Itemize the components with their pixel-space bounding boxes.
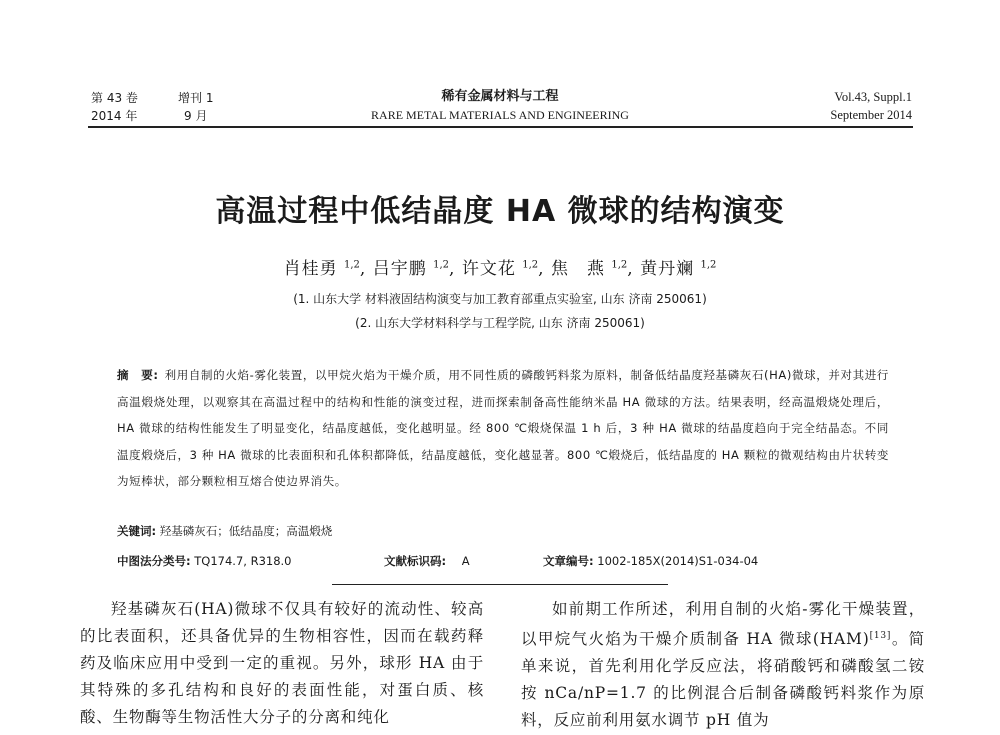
keywords-label: 关键词:: [117, 524, 157, 538]
body-paragraph: 羟基磷灰石(HA)微球不仅具有较好的流动性、较高的比表面积，还具备优异的生物相容性，因而在载药释药及临床应用中受到一定的重视。另外，球形 HA 由于其特殊的多孔结构和良好的表面性能，对蛋白质、核酸、生物酶等生物活性大分子的分离和纯化: [80, 600, 484, 726]
abstract-text: 利用自制的火焰-雾化装置，以甲烷火焰为干燥介质，用不同性质的磷酸钙料浆为原料，制备低结晶度羟基磷灰石(HA)微球，并对其进行高温煅烧处理，以观察其在高温过程中的结构和性能的演变过程，进而探索制备高性能纳米晶 HA 微球的方法。结果表明，经高温煅烧处理后，HA 微球的结构性能发生了明显变化，结晶度越低，变化越明显。经 800 ℃煅烧保温 1 h 后，3 种 HA 微球的结晶度趋向于完全结晶态。不同温度煅烧后，3 种 HA 微球的比表面积和孔体积都降低，结晶度越低，变化越显著。800 ℃煅烧后，低结晶度的 HA 颗粒的微观结构由片状转变为短棒状，部分颗粒相互熔合使边界消失。: [117, 368, 889, 488]
classification: [117, 553, 292, 569]
body-paragraph: 如前期工作所述，利用自制的火焰-雾化干燥装置，以甲烷气火焰为干燥介质制备 HA 微球(HAM)[13]。简单来说，首先利用化学反应法，将硝酸钙和磷酸氢二铵按 nCa/nP=1.7 的比例混合后制备磷酸钙料浆作为原料，反应前利用氨水调节 pH 值为: [521, 600, 925, 730]
body-column-left: [80, 596, 484, 731]
journal-issue: 增刊 1: [178, 91, 214, 105]
classification-text: TQ174.7, R318.0: [194, 554, 292, 568]
author: 肖桂勇 $^{1,2}$: [283, 259, 360, 279]
journal-volume: 第 43 卷: [91, 91, 138, 105]
keywords-text: 羟基磷灰石；低结晶度；高温煅烧: [159, 524, 333, 538]
citation[interactable]: [13]: [869, 631, 892, 641]
classification-label: 中图法分类号:: [117, 554, 191, 568]
journal-name-en: RARE METAL MATERIALS AND ENGINEERING: [371, 108, 629, 122]
header-rule: [88, 126, 913, 128]
keywords: [117, 523, 332, 539]
document-code-text: A: [461, 554, 470, 568]
author: 许文花 $^{1,2}$: [461, 259, 539, 279]
author: 黄丹斓 $^{1,2}$: [640, 259, 717, 279]
journal-month: 9 月: [184, 109, 208, 123]
document-code: [384, 553, 470, 569]
article-number-label: 文章编号:: [543, 554, 594, 568]
document-code-label: 文献标识码:: [384, 554, 447, 568]
date-en: September 2014: [830, 108, 912, 122]
body-column-right: [521, 596, 925, 734]
article-number-text: 1002-185X(2014)S1-034-04: [597, 554, 759, 568]
abstract-label: 摘 要:: [117, 368, 159, 382]
volume-en: Vol.43, Suppl.1: [834, 90, 912, 104]
abstract: [117, 362, 889, 495]
affiliation-2: (2. 山东大学材料科学与工程学院, 山东 济南 250061): [355, 316, 645, 330]
paper-title: 高温过程中低结晶度 HA 微球的结构演变: [215, 194, 785, 229]
article-number: [543, 553, 758, 569]
affiliation-1: (1. 山东大学 材料液固结构演变与加工教育部重点实验室, 山东 济南 250061): [293, 292, 707, 306]
author-list: 肖桂勇 $^{1,2}$, 吕宇鹏 $^{1,2}$, 许文花 $^{1,2}$, 焦 燕 $^{1,2}$, 黄丹斓 $^{1,2}$: [283, 259, 717, 279]
author: 吕宇鹏 $^{1,2}$: [372, 259, 450, 279]
journal-year: 2014 年: [91, 109, 138, 123]
section-divider: [332, 584, 668, 585]
journal-name-cn: 稀有金属材料与工程: [441, 89, 559, 104]
author: 焦 燕 $^{1,2}$: [550, 259, 628, 279]
